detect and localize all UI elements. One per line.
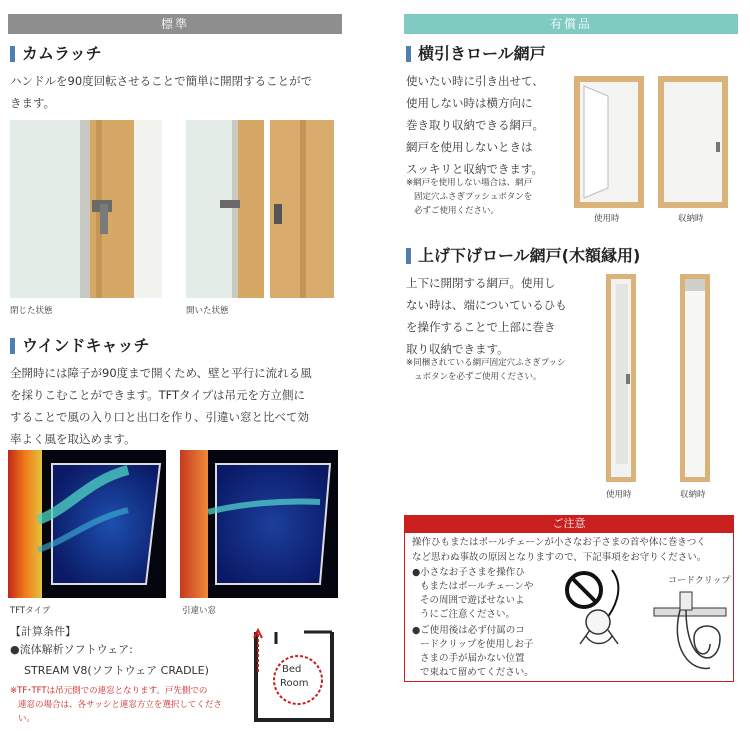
vertical-caption-in-use: 使用時 bbox=[606, 490, 632, 500]
caution-intro-line-2: など思わぬ事故の原因となりますので、下記事項をお守りください。 bbox=[412, 552, 707, 563]
calc-software-name: STREAM V8(ソフトウェア CRADLE) bbox=[24, 664, 209, 677]
horizontal-screen-heading: 横引きロール網戸 bbox=[406, 44, 546, 64]
vertical-text-line-3: を操作することで上部に巻き bbox=[406, 320, 556, 334]
horizontal-note-line-3: 必ずご使用ください。 bbox=[414, 206, 500, 216]
caution-item-2-line-1: ●ご使用後は必ず付属のコ bbox=[412, 625, 525, 636]
bed-room-label-1: Bed bbox=[282, 664, 302, 675]
caution-item-1-line-1: ●小さなお子さまを操作ひ bbox=[412, 567, 525, 578]
horizontal-text-line-4: 網戸を使用しないときは bbox=[406, 140, 533, 154]
caption-tft: TFTタイプ bbox=[10, 606, 51, 616]
wind-catch-line-3: することで風の入り口と出口を作り、引違い窓と比べて効 bbox=[10, 410, 309, 424]
horizontal-caption-stored: 収納時 bbox=[678, 214, 704, 224]
vertical-note-line-1: ※同梱されている網戸固定穴ふさぎプッシ bbox=[406, 358, 566, 368]
calc-note-line-3: い。 bbox=[18, 714, 36, 724]
cord-clip-illustration bbox=[650, 588, 730, 674]
vertical-screen-in-use bbox=[606, 274, 636, 482]
caution-item-1-line-4: うにご注意ください。 bbox=[420, 609, 516, 620]
horizontal-text-line-5: スッキリと収納できます。 bbox=[406, 162, 543, 176]
wind-catch-heading: ウインドキャッチ bbox=[10, 336, 150, 356]
bed-room-label-2: Room bbox=[280, 678, 309, 689]
wind-catch-line-1: 全開時には障子が90度まで開くため、壁と平行に流れる風 bbox=[10, 366, 312, 380]
calc-note-line-1: ※TF･TFTは吊元側での連窓となります。戸先側での bbox=[10, 686, 208, 696]
cam-latch-text-line-2: きます。 bbox=[10, 96, 56, 110]
horizontal-caption-in-use: 使用時 bbox=[594, 214, 620, 224]
vertical-text-line-2: ない時は、端についているひも bbox=[406, 298, 567, 312]
vertical-text-line-1: 上下に開閉する網戸。使用し bbox=[406, 276, 556, 290]
no-playing-icon bbox=[552, 566, 636, 650]
caption-open: 開いた状態 bbox=[186, 306, 229, 316]
calc-note-line-2: 連窓の場合は、各サッシと連窓方立を選択してくださ bbox=[18, 700, 222, 710]
caption-closed: 閉じた状態 bbox=[10, 306, 53, 316]
horizontal-screen-stored bbox=[658, 76, 728, 208]
caution-item-1-line-3: その周囲で遊ばせないよ bbox=[420, 595, 525, 606]
tft-simulation-image bbox=[8, 450, 166, 598]
cam-latch-open-photo-2 bbox=[270, 120, 334, 298]
wind-catch-line-2: を採りこむことができます。TFTタイプは吊元を方立側に bbox=[10, 388, 305, 402]
cam-latch-closed-photo bbox=[10, 120, 162, 298]
wind-catch-line-4: 率よく風を取込めます。 bbox=[10, 432, 136, 446]
horizontal-text-line-2: 使用しない時は横方向に bbox=[406, 96, 533, 110]
standard-band: 標準 bbox=[8, 14, 342, 34]
cord-clip-label: コードクリップ bbox=[668, 576, 731, 586]
horizontal-note-line-1: ※網戸を使用しない場合は、網戸 bbox=[406, 178, 533, 188]
caution-intro-line-1: 操作ひもまたはボールチェーンが小さなお子さまの首や体に巻きつく bbox=[412, 537, 706, 548]
caption-sliding: 引違い窓 bbox=[182, 606, 217, 616]
caution-item-2-line-4: で束ねて留めてください。 bbox=[420, 667, 534, 678]
horizontal-note-line-2: 固定穴ふさぎプッシュボタンを bbox=[414, 192, 533, 202]
caution-item-2-line-2: ードクリップを使用しお子 bbox=[420, 639, 534, 650]
horizontal-text-line-3: 巻き取り収納できる網戸。 bbox=[406, 118, 544, 132]
caution-item-2-line-3: さまの手が届かない位置 bbox=[420, 653, 525, 664]
cam-latch-heading: カムラッチ bbox=[10, 44, 102, 64]
horizontal-text-line-1: 使いたい時に引き出せて、 bbox=[406, 74, 544, 88]
vertical-screen-stored bbox=[680, 274, 710, 482]
vertical-caption-stored: 収納時 bbox=[680, 490, 706, 500]
horizontal-screen-in-use bbox=[574, 76, 644, 208]
optional-band: 有償品 bbox=[404, 14, 738, 34]
vertical-note-line-2: ュボタンを必ずご使用ください。 bbox=[414, 372, 542, 382]
calc-software-label: ●流体解析ソフトウェア: bbox=[10, 643, 133, 656]
cam-latch-open-photo-1 bbox=[186, 120, 264, 298]
vertical-text-line-4: 取り収納できます。 bbox=[406, 342, 509, 356]
sliding-window-simulation-image bbox=[180, 450, 338, 598]
caution-header: ご注意 bbox=[404, 515, 734, 532]
calc-conditions-header: 【計算条件】 bbox=[10, 625, 76, 638]
caution-item-1-line-2: もまたはボールチェーンや bbox=[420, 581, 534, 592]
vertical-screen-heading: 上げ下げロール網戸(木額縁用) bbox=[406, 246, 640, 266]
floor-plan-diagram bbox=[248, 624, 340, 728]
cam-latch-text-line-1: ハンドルを90度回転させることで簡単に開閉することがで bbox=[10, 74, 313, 88]
